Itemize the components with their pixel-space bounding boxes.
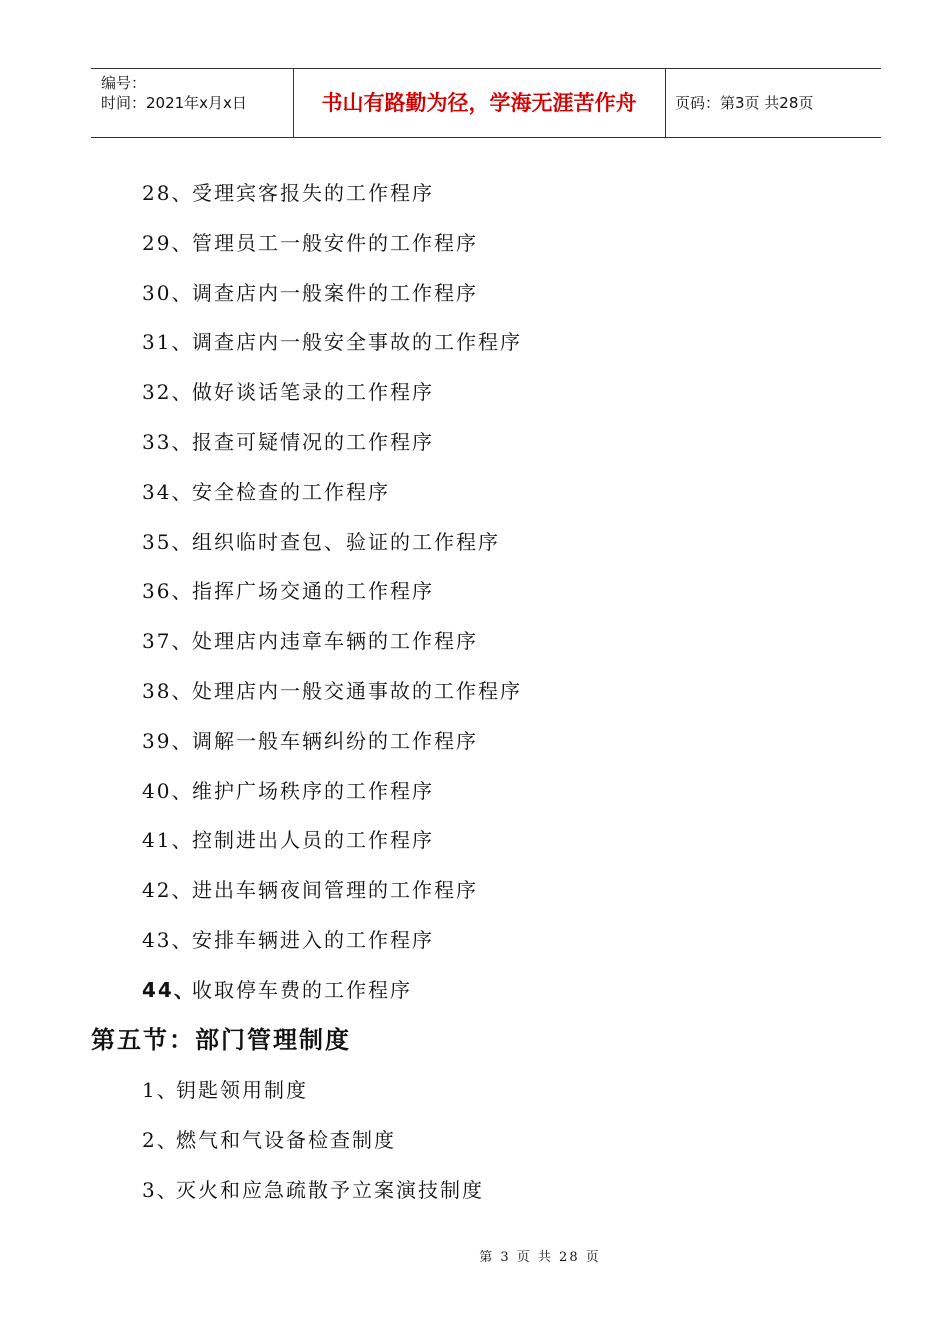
item-text: 处理店内一般交通事故的工作程序 xyxy=(192,678,522,703)
list-item xyxy=(142,176,522,226)
item-number: 44、 xyxy=(142,977,196,1002)
item-text: 灭火和应急疏散予立案演技制度 xyxy=(176,1177,484,1202)
list-item xyxy=(142,1073,484,1123)
item-number: 28、 xyxy=(142,181,194,205)
section-title: 第五节：部门管理制度 xyxy=(91,1026,351,1054)
list-item xyxy=(142,823,522,873)
list-item xyxy=(142,574,522,624)
header-page-label: 页码：第3页 共28页 xyxy=(675,94,814,112)
header-motto: 书山有路勤为径，学海无涯苦作舟 xyxy=(321,91,637,115)
list-item xyxy=(142,525,522,575)
item-number: 31、 xyxy=(142,330,194,355)
list-item xyxy=(142,624,522,674)
item-number: 2、 xyxy=(142,1127,179,1152)
item-number: 43、 xyxy=(142,927,194,952)
item-number: 34、 xyxy=(142,479,194,504)
item-number: 3、 xyxy=(142,1177,179,1202)
item-number: 32、 xyxy=(142,380,194,405)
item-text: 维护广场秩序的工作程序 xyxy=(192,778,434,803)
item-text: 收取停车费的工作程序 xyxy=(192,977,412,1002)
item-number: 35、 xyxy=(142,529,194,554)
header-number-label: 编号： xyxy=(101,74,147,92)
item-number: 42、 xyxy=(142,878,194,903)
item-number: 29、 xyxy=(142,230,194,255)
list-item xyxy=(142,475,522,525)
item-text: 报查可疑情况的工作程序 xyxy=(192,429,434,454)
item-text: 安排车辆进入的工作程序 xyxy=(192,927,434,952)
list-item xyxy=(142,375,522,425)
item-text: 组织临时查包、验证的工作程序 xyxy=(192,529,500,554)
item-text: 燃气和气设备检查制度 xyxy=(176,1127,396,1152)
item-text: 调解一般车辆纠纷的工作程序 xyxy=(192,728,478,753)
header-divider xyxy=(665,69,666,137)
item-text: 进出车辆夜间管理的工作程序 xyxy=(192,878,478,903)
list-item xyxy=(142,425,522,475)
item-text: 受理宾客报失的工作程序 xyxy=(192,181,434,205)
item-text: 控制进出人员的工作程序 xyxy=(192,828,434,853)
item-number: 36、 xyxy=(142,579,194,604)
list-item xyxy=(142,325,522,375)
list-item xyxy=(142,923,522,973)
list-item xyxy=(142,1123,484,1173)
item-text: 处理店内违章车辆的工作程序 xyxy=(192,629,478,654)
item-text: 指挥广场交通的工作程序 xyxy=(192,579,434,604)
item-number: 30、 xyxy=(142,280,194,305)
item-number: 41、 xyxy=(142,828,194,853)
regulation-list xyxy=(142,1073,484,1222)
item-number: 39、 xyxy=(142,728,194,753)
list-item xyxy=(142,724,522,774)
list-item xyxy=(142,226,522,276)
list-item xyxy=(142,674,522,724)
item-text: 调查店内一般安全事故的工作程序 xyxy=(192,330,522,355)
list-item xyxy=(142,873,522,923)
item-text: 安全检查的工作程序 xyxy=(192,479,390,504)
page-footer: 第 3 页 共 28 页 xyxy=(479,1250,601,1265)
page-header xyxy=(91,68,881,138)
item-number: 38、 xyxy=(142,678,194,703)
item-number: 40、 xyxy=(142,778,194,803)
item-number: 33、 xyxy=(142,429,194,454)
item-text: 调查店内一般案件的工作程序 xyxy=(192,280,478,305)
list-item xyxy=(142,1173,484,1223)
item-text: 钥匙领用制度 xyxy=(176,1078,308,1102)
list-item xyxy=(142,774,522,824)
item-number: 37、 xyxy=(142,629,194,654)
list-item xyxy=(142,973,522,1023)
list-item xyxy=(142,276,522,326)
header-time-label: 时间：2021年x月x日 xyxy=(101,94,247,112)
item-number: 1、 xyxy=(142,1078,179,1102)
procedure-list xyxy=(142,176,522,1023)
item-text: 做好谈话笔录的工作程序 xyxy=(192,380,434,405)
item-text: 管理员工一般安件的工作程序 xyxy=(192,230,478,255)
header-meta xyxy=(101,73,291,113)
